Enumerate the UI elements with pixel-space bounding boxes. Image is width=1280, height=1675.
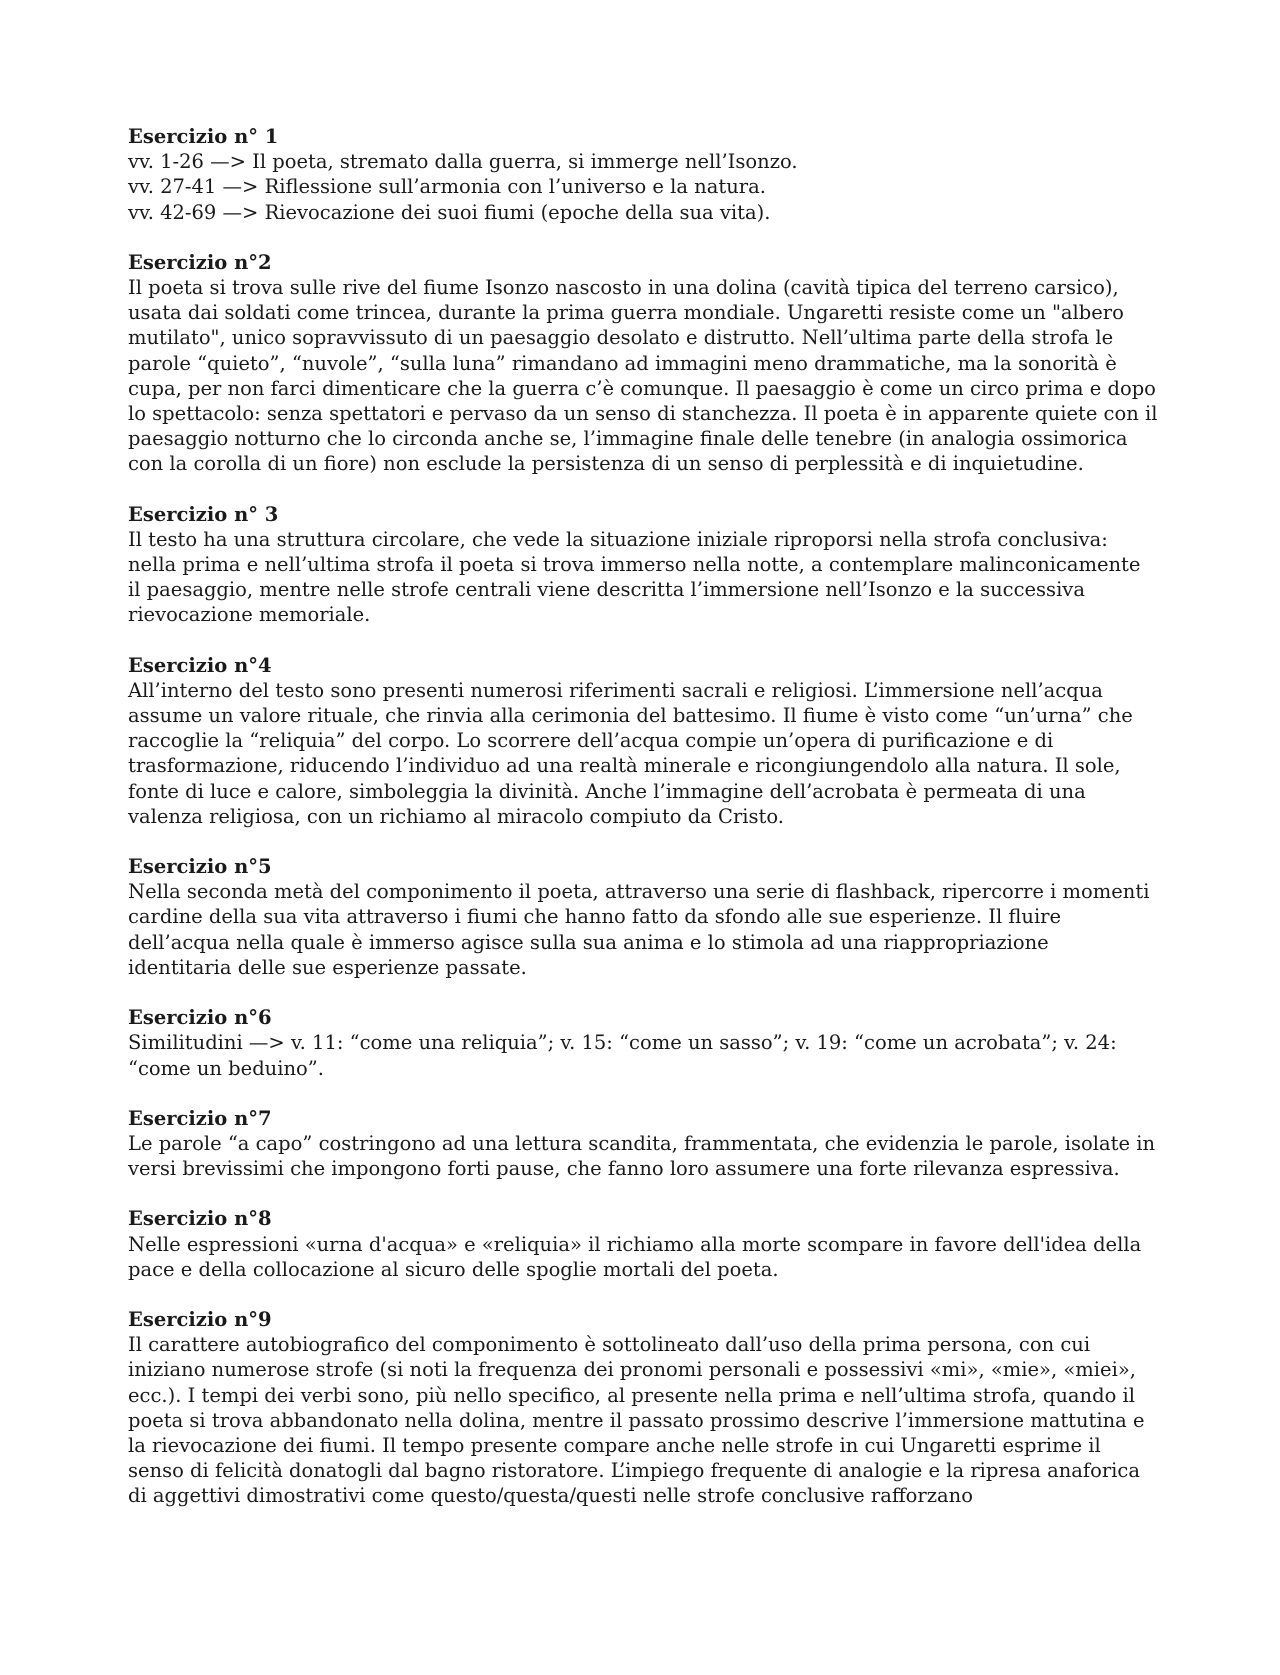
section-paragraph: Le parole “a capo” costringono ad una lettura scandita, frammentata, che evidenzia le parole, isolate in versi brevissimi che impongono forti pause, che fanno loro assumere una forte rilevanza espressiva. (128, 1131, 1156, 1181)
section-heading: Esercizio n°5 (128, 855, 272, 879)
verse-range-line: vv. 27-41 —> Riflessione sull’armonia con l’universo e la natura. (128, 175, 766, 199)
section-esercizio-7 (128, 1106, 1158, 1182)
section-esercizio-2 (128, 250, 1158, 477)
section-paragraph: All’interno del testo sono presenti numerosi riferimenti sacrali e religiosi. L’immersione nell’acqua assume un valore rituale, che rinvia alla cerimonia del battesimo. Il fiume è visto come “un’urna” che raccoglie la “reliquia” del corpo. Lo scorrere dell’acqua compie un’opera di purificazione e di trasformazione, riducendo l’individuo ad una realtà minerale e ricongiungendolo alla natura. Il sole, fonte di luce e calore, simboleggia la divinità. Anche l’immagine dell’acrobata è permeata di una valenza religiosa, con un richiamo al miracolo compiuto da Cristo. (128, 678, 1133, 828)
section-esercizio-6 (128, 1005, 1158, 1081)
section-paragraph: Il carattere autobiografico del componimento è sottolineato dall’uso della prima persona, con cui iniziano numerose strofe (si noti la frequenza dei pronomi personali e possessivi «mi», «mie», «miei», ecc.). I tempi dei verbi sono, più nello specifico, al presente nella prima e nell’ultima strofa, quando il poeta si trova abbandonato nella dolina, mentre il passato prossimo descrive l’immersione mattutina e la rievocazione dei fiumi. Il tempo presente compare anche nelle strofe in cui Ungaretti esprime il senso di felicità donatogli dal bagno ristoratore. L’impiego frequente di analogie e la ripresa anaforica di aggettivi dimostrativi come questo/questa/questi nelle strofe conclusive rafforzano (128, 1333, 1145, 1508)
verse-range-line: vv. 42-69 —> Rievocazione dei suoi fiumi (epoche della sua vita). (128, 200, 771, 224)
section-esercizio-1 (128, 124, 1158, 225)
section-esercizio-8 (128, 1206, 1158, 1282)
section-esercizio-5 (128, 854, 1158, 980)
section-paragraph: Il testo ha una struttura circolare, che vede la situazione iniziale riproporsi nella strofa conclusiva: nella prima e nell’ultima strofa il poeta si trova immerso nella notte, a contemplare malinconicamente il paesaggio, mentre nelle strofe centrali viene descritta l’immersione nell’Isonzo e la successiva rievocazione memoriale. (128, 527, 1141, 627)
document-body (128, 124, 1158, 1534)
section-heading: Esercizio n° 1 (128, 125, 279, 148)
section-heading: Esercizio n°7 (128, 1106, 272, 1130)
section-paragraph: Similitudini —> v. 11: “come una reliquia”; v. 15: “come un sasso”; v. 19: “come un acrobata”; v. 24: “come un beduino”. (128, 1031, 1117, 1080)
section-heading: Esercizio n°2 (128, 250, 272, 274)
section-paragraph: Il poeta si trova sulle rive del fiume Isonzo nascosto in una dolina (cavità tipica del terreno carsico), usata dai soldati come trincea, durante la prima guerra mondiale. Ungaretti resiste come un "albero mutilato", unico sopravvissuto di un paesaggio desolato e distrutto. Nell’ultima parte della strofa le parole “quieto”, “nuvole”, “sulla luna” rimandano ad immagini meno drammatiche, ma la sonorità è cupa, per non farci dimenticare che la guerra c’è comunque. Il paesaggio è come un circo prima e dopo lo spettacolo: senza spettatori e pervaso da un senso di stanchezza. Il poeta è in apparente quiete con il paesaggio notturno che lo circonda anche se, l’immagine finale delle tenebre (in analogia ossimorica con la corolla di un fiore) non esclude la persistenza di un senso di perplessità e di inquietudine. (128, 276, 1158, 476)
section-paragraph: Nelle espressioni «urna d'acqua» e «reliquia» il richiamo alla morte scompare in favore dell'idea della pace e della collocazione al sicuro delle spoglie mortali del poeta. (128, 1232, 1142, 1281)
section-esercizio-9 (128, 1307, 1158, 1509)
section-heading: Esercizio n°8 (128, 1207, 272, 1231)
verse-range-line: vv. 1-26 —> Il poeta, stremato dalla guerra, si immerge nell’Isonzo. (128, 150, 798, 174)
section-paragraph: Nella seconda metà del componimento il poeta, attraverso una serie di flashback, ripercorre i momenti cardine della sua vita attraverso i fiumi che hanno fatto da sfondo alle sue esperienze. Il fluire dell’acqua nella quale è immerso agisce sulla sua anima e lo stimola ad una riappropriazione identitaria delle sue esperienze passate. (128, 880, 1150, 979)
section-esercizio-4 (128, 653, 1158, 829)
section-esercizio-3 (128, 502, 1158, 628)
section-heading: Esercizio n°6 (128, 1006, 272, 1030)
section-heading: Esercizio n°9 (128, 1307, 272, 1331)
section-heading: Esercizio n°4 (128, 653, 272, 677)
section-heading: Esercizio n° 3 (128, 502, 279, 526)
